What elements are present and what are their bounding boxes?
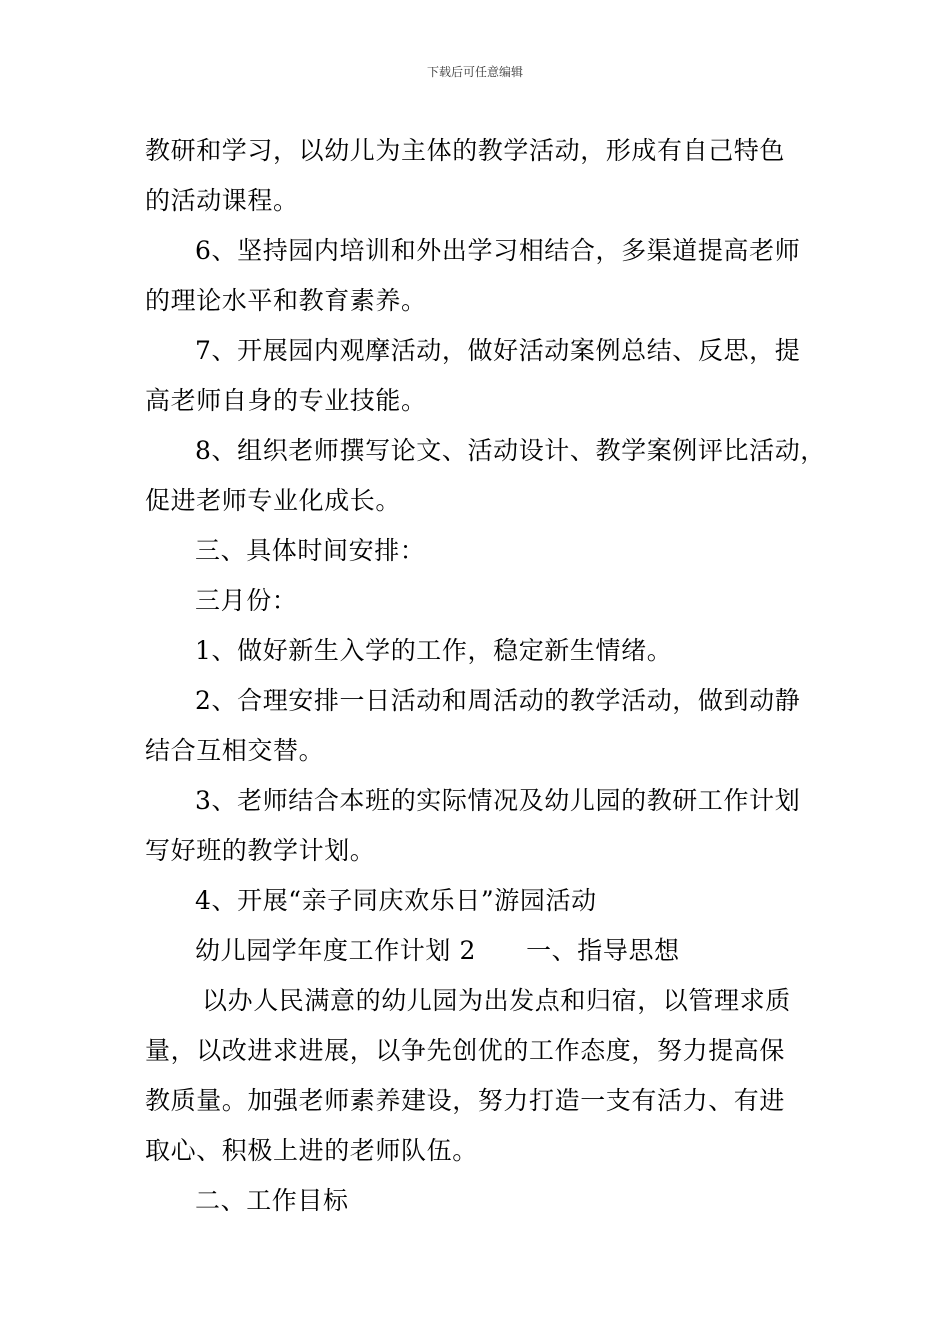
list-item-6: 6、坚持园内培训和外出学习相结合，多渠道提高老师 [195,236,801,265]
section-heading-schedule: 三、具体时间安排： [195,536,426,565]
list-item-2: 2、合理安排一日活动和周活动的教学活动，做到动静 [195,686,801,715]
text-line: 高老师自身的专业技能。 [145,386,427,415]
plan-title-line [145,926,815,976]
list-item-8: 8、组织老师撰写论文、活动设计、教学案例评比活动， [195,436,826,465]
text-line: 促进老师专业化成长。 [145,486,402,515]
list-item-7: 7、开展园内观摩活动，做好活动案例总结、反思，提 [195,336,801,365]
text-line: 的理论水平和教育素养。 [145,286,427,315]
list-item-1: 1、做好新生入学的工作，稳定新生情绪。 [195,636,673,665]
paragraph-start: 以办人民满意的幼儿园为出发点和归宿，以管理求质 [202,986,791,1015]
list-item-3: 3、老师结合本班的实际情况及幼儿园的教研工作计划 [195,786,801,815]
section-heading-guiding-ideology: 一、指导思想 [526,936,680,965]
section-heading-work-goals: 二、工作目标 [195,1186,349,1215]
plan-title: 幼儿园学年度工作计划 2 [195,936,477,965]
text-line: 的活动课程。 [145,186,299,215]
document-body [145,126,826,1226]
text-line: 结合互相交替。 [145,736,325,765]
text-line: 量，以改进求进展，以争先创优的工作态度，努力提高保 [145,1036,786,1065]
list-item-4: 4、开展“亲子同庆欢乐日”游园活动 [195,886,597,915]
text-line: 教质量。加强老师素养建设，努力打造一支有活力、有进 [145,1086,786,1115]
page-header: 下载后可任意编辑 [426,65,523,79]
subheading-march: 三月份： [195,586,298,615]
text-line: 教研和学习，以幼儿为主体的教学活动，形成有自己特色 [145,136,786,165]
text-line: 取心、积极上进的老师队伍。 [145,1136,478,1165]
text-line: 写好班的教学计划。 [145,836,376,865]
